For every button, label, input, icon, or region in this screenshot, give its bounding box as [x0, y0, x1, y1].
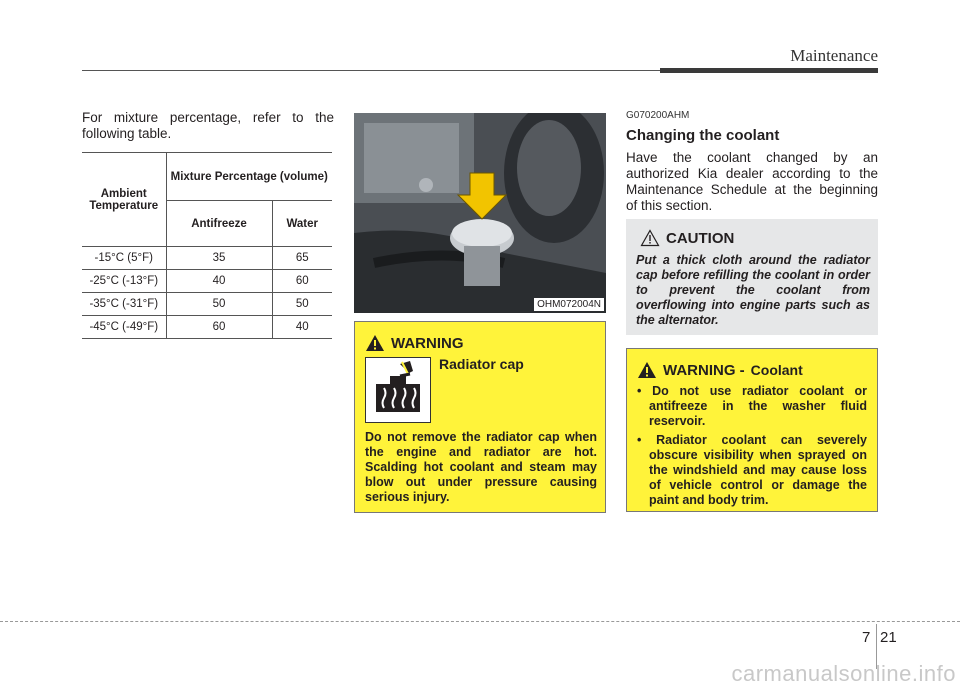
chapter-number: 7 [862, 629, 871, 646]
col-header-ambient: Ambient Temperature [82, 153, 166, 247]
caution-body: Put a thick cloth around the radiator cap before refilling the coolant in order to prevent the coolant from overflowing into engine parts such as the alternator. [636, 253, 870, 327]
cell-water: 65 [272, 247, 332, 270]
warning-body: Do not remove the radiator cap when the engine and radiator are hot. Scalding hot coolant and steam may blow out under pressure causing serious injury. [365, 430, 597, 504]
section-paragraph: Have the coolant changed by an authorized Kia dealer according to the Maintenance Schedule at the beginning of this section. [626, 150, 878, 213]
column-left [82, 110, 334, 142]
cell-antifreeze: 50 [166, 293, 272, 316]
header-rule [82, 70, 662, 71]
photo-caption: OHM072004N [534, 298, 604, 311]
cell-temp: -15°C (5°F) [82, 247, 166, 270]
col-header-water: Water [272, 201, 332, 247]
column-right [626, 110, 878, 214]
table-row [82, 316, 332, 339]
table-row [82, 270, 332, 293]
warning-coolant-title [637, 361, 867, 379]
cell-antifreeze: 40 [166, 270, 272, 293]
watermark: carmanualsonline.info [731, 661, 956, 686]
table-row [82, 247, 332, 270]
warning-coolant-title-text: WARNING - [663, 361, 745, 379]
warning-title-text: WARNING [391, 334, 464, 352]
hot-radiator-icon [365, 357, 431, 423]
warning-triangle-icon [365, 334, 385, 352]
warning-coolant [626, 348, 878, 512]
cell-water: 50 [272, 293, 332, 316]
list-item: • Radiator coolant can severely obscure visibility when sprayed on the windshield and may cause loss of vehicle control or damage the paint and body trim. [637, 433, 868, 507]
table-row [82, 293, 332, 316]
cell-water: 40 [272, 316, 332, 339]
warning-radiator-cap [354, 321, 606, 513]
warning-triangle-icon [637, 361, 657, 379]
cell-antifreeze: 35 [166, 247, 272, 270]
footer-dashed-rule [0, 621, 960, 622]
cell-temp: -35°C (-31°F) [82, 293, 166, 316]
header-bar [660, 68, 878, 73]
warning-coolant-title-suffix: Coolant [750, 362, 803, 378]
page-header-title: Maintenance [790, 46, 878, 65]
engine-photo [354, 113, 606, 313]
page-number: 21 [880, 629, 897, 646]
caution-box [626, 219, 878, 335]
cell-antifreeze: 60 [166, 316, 272, 339]
caution-triangle-icon [640, 229, 660, 247]
warning-title [365, 334, 595, 352]
section-code: G070200AHM [626, 110, 690, 121]
cell-temp: -25°C (-13°F) [82, 270, 166, 293]
col-header-antifreeze: Antifreeze [166, 201, 272, 247]
radiator-cap-illustration [354, 113, 606, 313]
cell-temp: -45°C (-49°F) [82, 316, 166, 339]
warning-coolant-list [637, 384, 867, 508]
list-item: • Do not use radiator coolant or antifreeze in the washer fluid reservoir. [637, 384, 867, 428]
section-title: Changing the coolant [626, 127, 780, 144]
caution-title-text: CAUTION [666, 229, 735, 247]
warning-subtitle: Radiator cap [439, 356, 524, 372]
caution-title [636, 229, 870, 247]
cell-water: 60 [272, 270, 332, 293]
col-header-mixture: Mixture Percentage (volume) [166, 153, 332, 201]
intro-text: For mixture percentage, refer to the following table. [82, 110, 334, 141]
mixture-table [82, 152, 332, 339]
